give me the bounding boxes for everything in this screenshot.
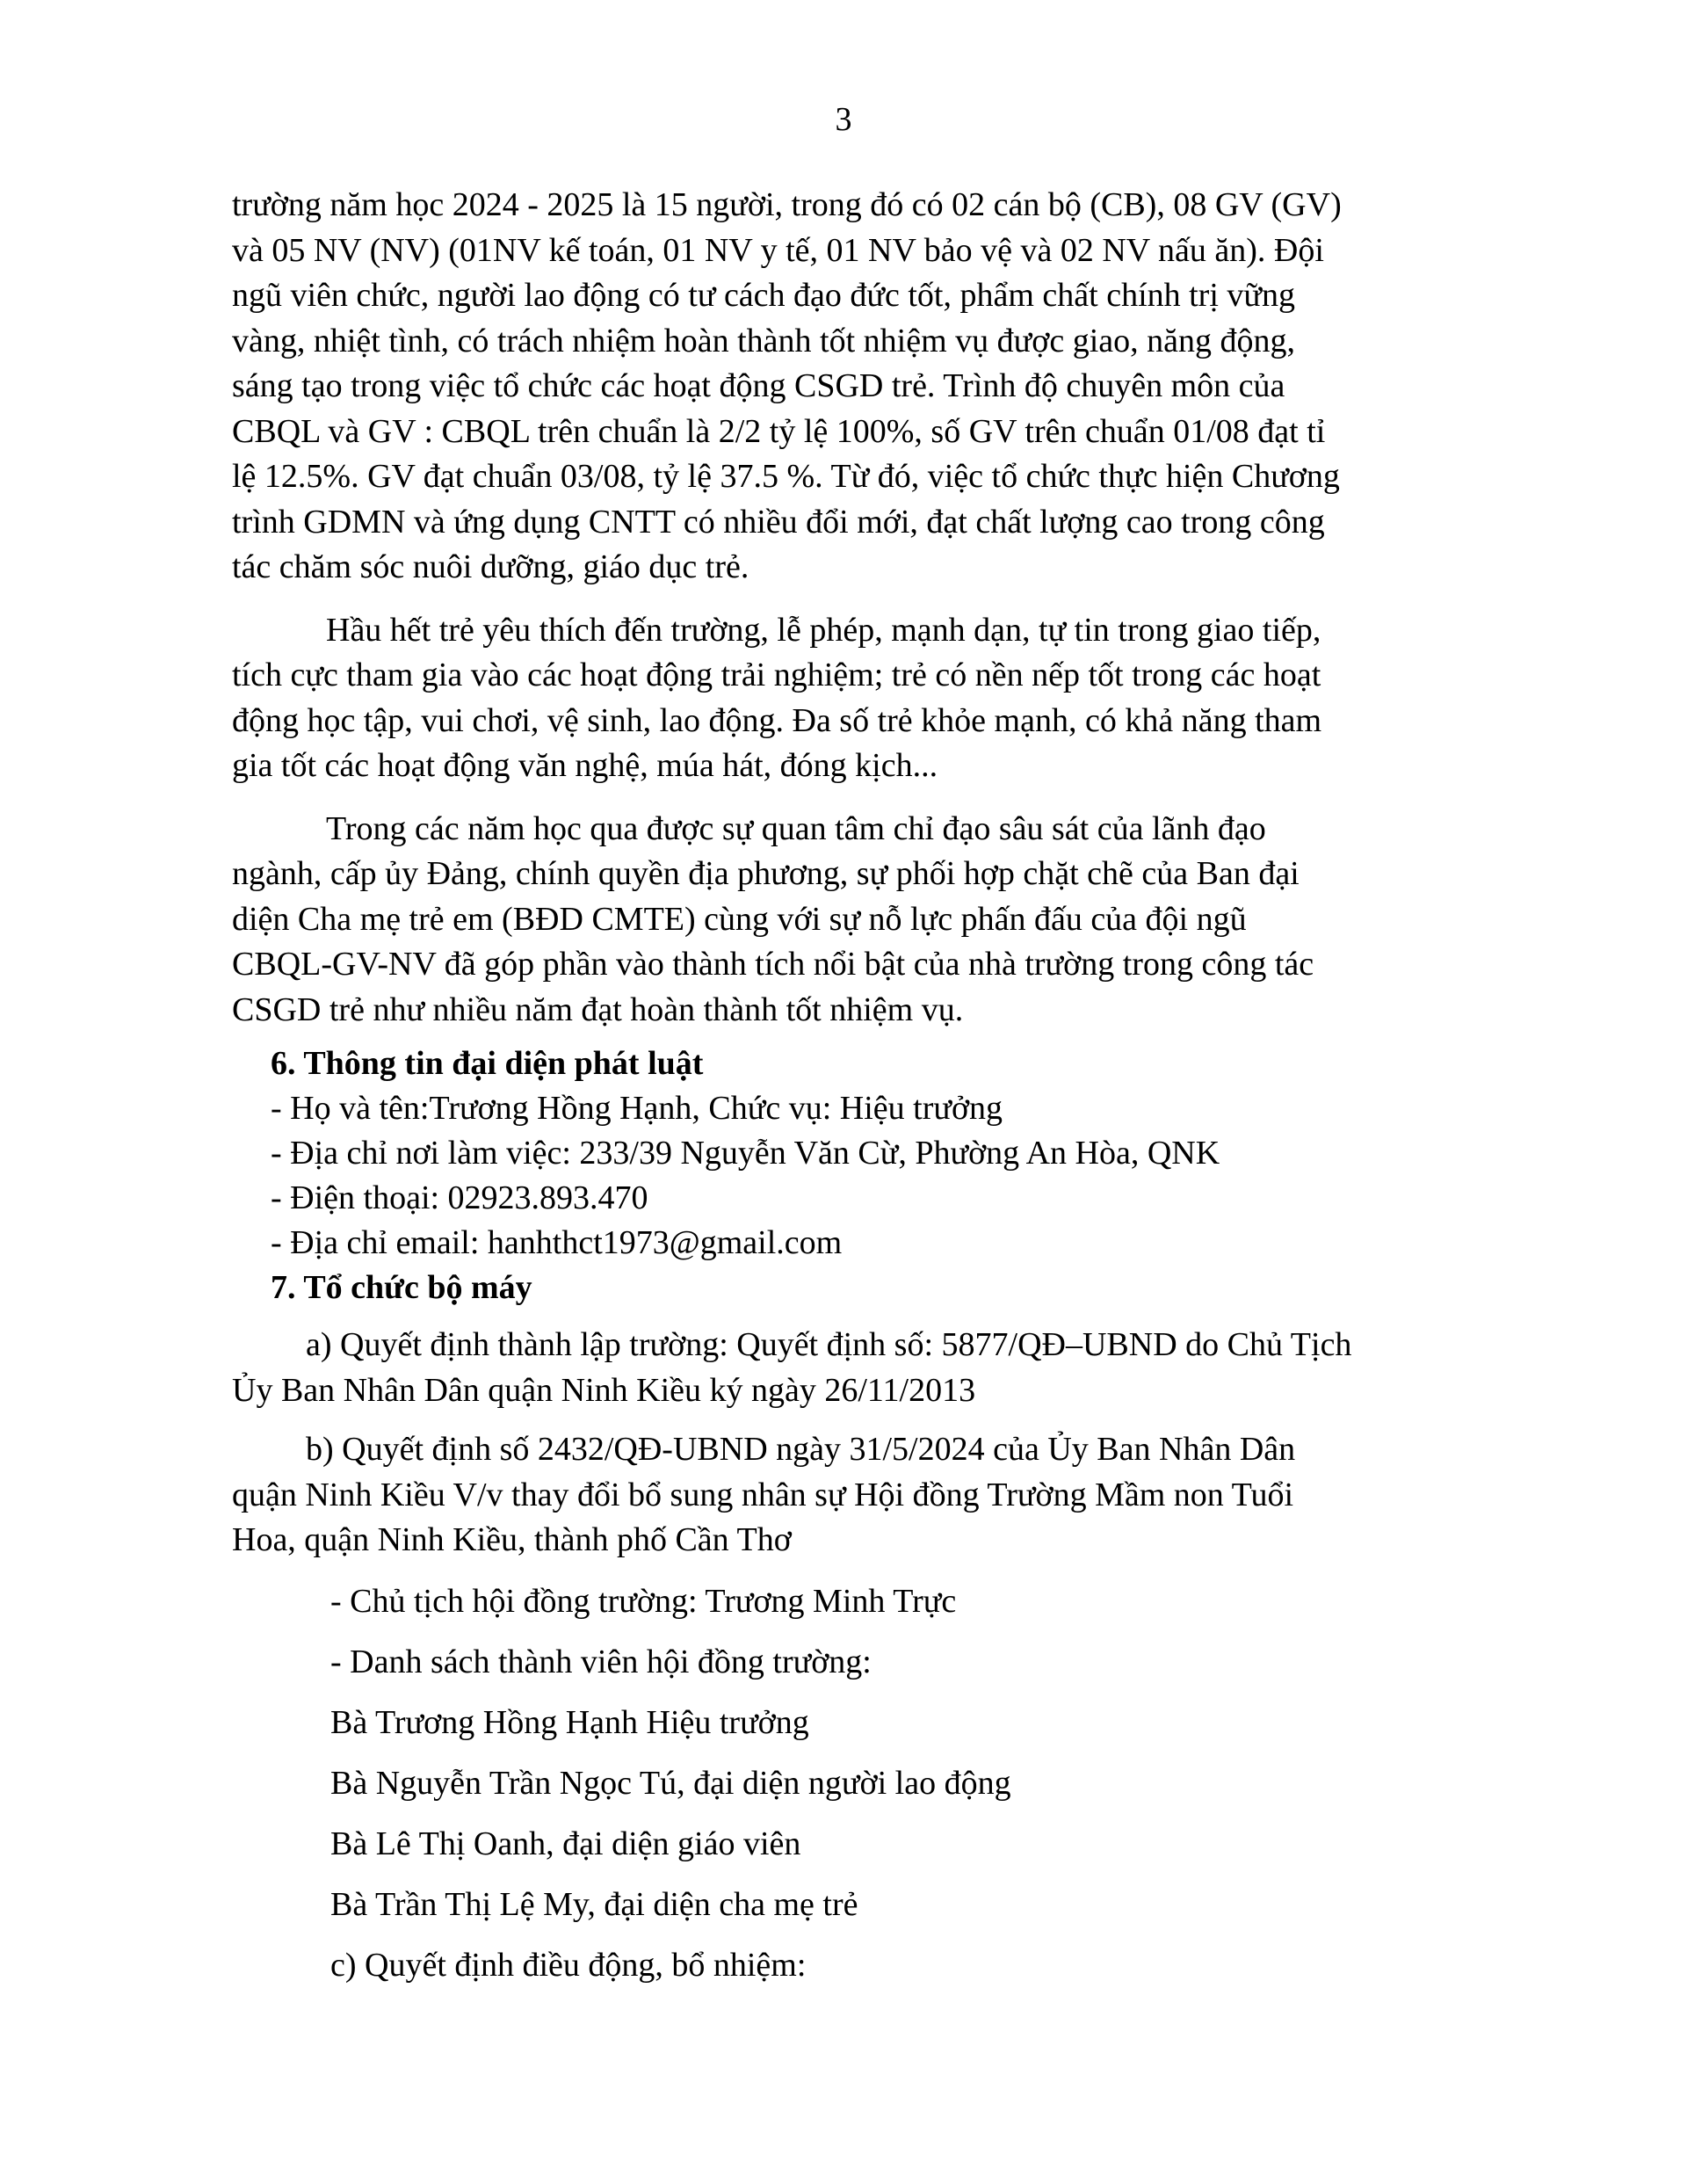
section-7-heading: 7. Tổ chức bộ máy — [271, 1269, 532, 1306]
children-paragraph — [232, 608, 1506, 789]
text-line: tích cực tham gia vào các hoạt động trải nghiệm; trẻ có nền nếp tốt trong các hoạt — [232, 657, 1321, 693]
text-line: và 05 NV (NV) (01NV kế toán, 01 NV y tế, 01 NV bảo vệ và 02 NV nấu ăn). Đội — [232, 231, 1324, 269]
achievement-paragraph — [232, 807, 1506, 1034]
council-member: Bà Lê Thị Oanh, đại diện giáo viên — [330, 1825, 801, 1862]
text-line: Ủy Ban Nhân Dân quận Ninh Kiều ký ngày 26/11/2013 — [232, 1371, 976, 1409]
school-council — [232, 1579, 1506, 1988]
decision-c: c) Quyết định điều động, bổ nhiệm: — [330, 1946, 807, 1984]
text-line: sáng tạo trong việc tổ chức các hoạt động CSGD trẻ. Trình độ chuyên môn của — [232, 367, 1285, 404]
page-number: 3 — [835, 101, 852, 138]
text-line: Trong các năm học qua được sự quan tâm chỉ đạo sâu sát của lãnh đạo — [326, 809, 1266, 847]
text-line: lệ 12.5%. GV đạt chuẩn 03/08, tỷ lệ 37.5 %. Từ đó, việc tổ chức thực hiện Chương — [232, 458, 1340, 495]
text-line: CBQL-GV-NV đã góp phần vào thành tích nổi bật của nhà trường trong công tác — [232, 946, 1314, 983]
text-line: b) Quyết định số 2432/QĐ-UBND ngày 31/5/2024 của Ủy Ban Nhân Dân — [306, 1431, 1296, 1468]
text-line: a) Quyết định thành lập trường: Quyết định số: 5877/QĐ–UBND do Chủ Tịch — [306, 1326, 1352, 1363]
decision-b — [232, 1427, 1506, 1564]
text-line: trường năm học 2024 - 2025 là 15 người, trong đó có 02 cán bộ (CB), 08 GV (GV) — [232, 186, 1342, 223]
text-line: động học tập, vui chơi, vệ sinh, lao động. Đa số trẻ khỏe mạnh, có khả năng tham — [232, 701, 1322, 739]
document-body — [232, 183, 1506, 2004]
text-line: vàng, nhiệt tình, có trách nhiệm hoàn thành tốt nhiệm vụ được giao, năng động, — [232, 322, 1295, 359]
council-member: Bà Nguyễn Trần Ngọc Tú, đại diện người lao động — [330, 1764, 1011, 1802]
text-line: ngành, cấp ủy Đảng, chính quyền địa phương, sự phối hợp chặt chẽ của Ban đại — [232, 855, 1300, 892]
legal-representative-section — [232, 1041, 1506, 1310]
council-chairman: - Chủ tịch hội đồng trường: Trương Minh Trực — [330, 1582, 957, 1620]
text-line: Hoa, quận Ninh Kiều, thành phố Cần Thơ — [232, 1521, 792, 1558]
council-members-label: - Danh sách thành viên hội đồng trường: — [330, 1643, 872, 1680]
section-6-heading: 6. Thông tin đại diện phát luật — [271, 1045, 704, 1082]
text-line: CSGD trẻ như nhiều năm đạt hoàn thành tốt nhiệm vụ. — [232, 990, 964, 1028]
text-line: CBQL và GV : CBQL trên chuẩn là 2/2 tỷ lệ 100%, số GV trên chuẩn 01/08 đạt tỉ — [232, 412, 1326, 450]
council-member: Bà Trần Thị Lệ My, đại diện cha mẹ trẻ — [330, 1885, 858, 1923]
email-address: - Địa chỉ email: hanhthct1973@gmail.com — [271, 1224, 843, 1261]
text-line: ngũ viên chức, người lao động có tư cách đạo đức tốt, phẩm chất chính trị vững — [232, 277, 1295, 314]
representative-name: - Họ và tên:Trương Hồng Hạnh, Chức vụ: Hiệu trưởng — [271, 1090, 1003, 1127]
staff-paragraph — [232, 183, 1506, 591]
text-line: tác chăm sóc nuôi dưỡng, giáo dục trẻ. — [232, 548, 749, 585]
text-line: trình GDMN và ứng dụng CNTT có nhiều đổi mới, đạt chất lượng cao trong công — [232, 503, 1325, 541]
council-member: Bà Trương Hồng Hạnh Hiệu trưởng — [330, 1703, 809, 1741]
text-line: diện Cha mẹ trẻ em (BĐD CMTE) cùng với sự nỗ lực phấn đấu của đội ngũ — [232, 900, 1247, 938]
workplace-address: - Địa chỉ nơi làm việc: 233/39 Nguyễn Văn Cừ, Phường An Hòa, QNK — [271, 1135, 1220, 1172]
text-line: gia tốt các hoạt động văn nghệ, múa hát, đóng kịch... — [232, 747, 938, 784]
decision-a — [232, 1323, 1506, 1413]
text-line: Hầu hết trẻ yêu thích đến trường, lễ phép, mạnh dạn, tự tin trong giao tiếp, — [326, 611, 1321, 649]
text-line: quận Ninh Kiều V/v thay đổi bổ sung nhân sự Hội đồng Trường Mầm non Tuổi — [232, 1476, 1294, 1513]
phone-number: - Điện thoại: 02923.893.470 — [271, 1179, 648, 1216]
